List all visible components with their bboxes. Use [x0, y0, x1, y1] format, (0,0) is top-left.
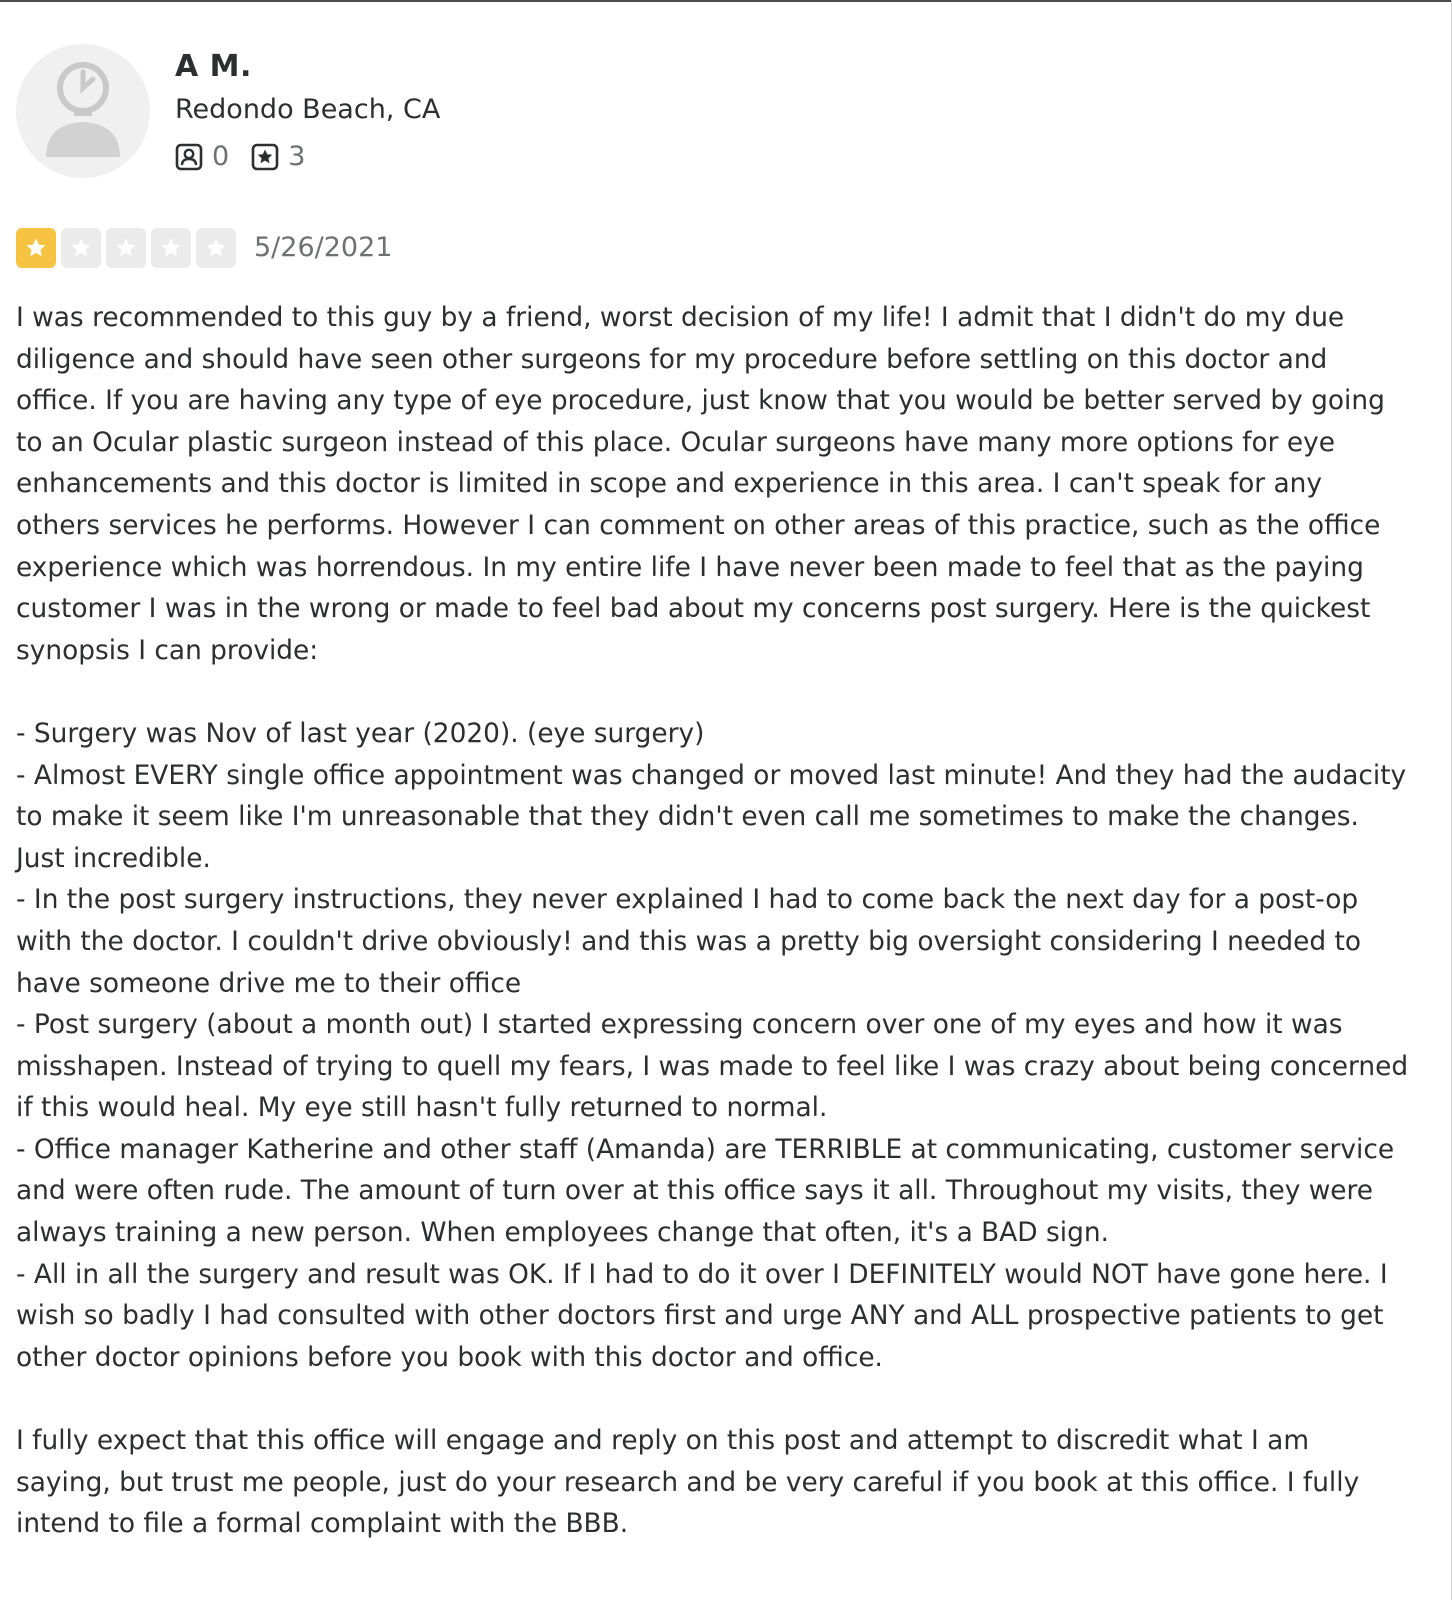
rating-star-3 — [106, 228, 146, 268]
review-text-line: - In the post surgery instructions, they never explained I had to come back the next day for a post-op with the doctor. I couldn't drive obviously! and this was a pretty big oversight considering I needed to have someone drive me to their office — [16, 884, 1370, 999]
rating-star-4 — [151, 228, 191, 268]
review-star-icon — [251, 143, 279, 171]
review-text-line: I fully expect that this office will engage and reply on this post and attempt to discredit what I am saying, but trust me people, just do your research and be very careful if you book at this office. I fully intend to file a formal complaint with the BBB. — [16, 1425, 1368, 1540]
user-info — [175, 44, 440, 174]
rating-star-5 — [196, 228, 236, 268]
star-icon — [24, 236, 48, 260]
star-icon — [69, 236, 93, 260]
reviews-count: 3 — [288, 141, 306, 172]
star-icon — [159, 236, 183, 260]
star-rating — [16, 228, 241, 268]
review-body — [16, 297, 1417, 1545]
user-location: Redondo Beach, CA — [175, 94, 441, 125]
review-user-header — [16, 44, 440, 178]
review-text-line: - Office manager Katherine and other staff (Amanda) are TERRIBLE at communicating, customer service and were often rude. The amount of turn over at this office says it all. Throughout my visits, they were always training a new person. When employees change that often, it's a BAD sign. — [16, 1133, 1403, 1249]
top-divider — [0, 0, 1452, 2]
user-avatar[interactable] — [16, 44, 150, 178]
user-stats — [175, 140, 440, 174]
rating-star-1 — [16, 228, 56, 268]
default-user-avatar-icon — [16, 44, 150, 178]
paragraph-spacer — [16, 1378, 1411, 1420]
review-text-line: - Surgery was Nov of last year (2020). (eye surgery) — [16, 717, 705, 749]
paragraph-spacer — [16, 671, 1411, 713]
star-icon — [114, 236, 138, 260]
user-name[interactable]: A M. — [175, 49, 252, 84]
rating-row — [16, 228, 392, 268]
friends-count: 0 — [212, 141, 230, 172]
review-text-line: - Post surgery (about a month out) I started expressing concern over one of my eyes and how it was misshapen. Instead of trying to quell my fears, I was made to feel like I was crazy about being concerned if this would heal. My eye still hasn't fully returned to normal. — [16, 1009, 1417, 1124]
star-icon — [204, 236, 228, 260]
friends-stat — [175, 142, 229, 172]
review-text-line: - All in all the surgery and result was OK. If I had to do it over I DEFINITELY would NOT have gone here. I wish so badly I had consulted with other doctors first and urge ANY and ALL prospective patients to get other doctor opinions before you book with this doctor and office. — [16, 1258, 1397, 1373]
rating-star-2 — [61, 228, 101, 268]
friends-icon — [175, 143, 203, 171]
review-text-line: I was recommended to this guy by a friend, worst decision of my life! I admit that I didn't do my due diligence and should have seen other surgeons for my procedure before settling on this doctor and office. If you are having any type of eye procedure, just know that you would be better served by going to an Ocular plastic surgeon instead of this place. Ocular surgeons have many more options for eye enhancements and this doctor is limited in scope and experience in this area. I can't speak for any others services he performs. However I can comment on other areas of this practice, such as the office experience which was horrendous. In my entire life I have never been made to feel that as the paying customer I was in the wrong or made to feel bad about my concerns post surgery. Here is the quickest synopsis I can provide: — [16, 302, 1394, 666]
review-text-line: - Almost EVERY single office appointment was changed or moved last minute! And they had the audacity to make it seem like I'm unreasonable that they didn't even call me sometimes to make the changes. Just incredible. — [16, 759, 1415, 874]
reviews-stat — [251, 142, 305, 172]
review-date: 5/26/2021 — [254, 232, 393, 263]
